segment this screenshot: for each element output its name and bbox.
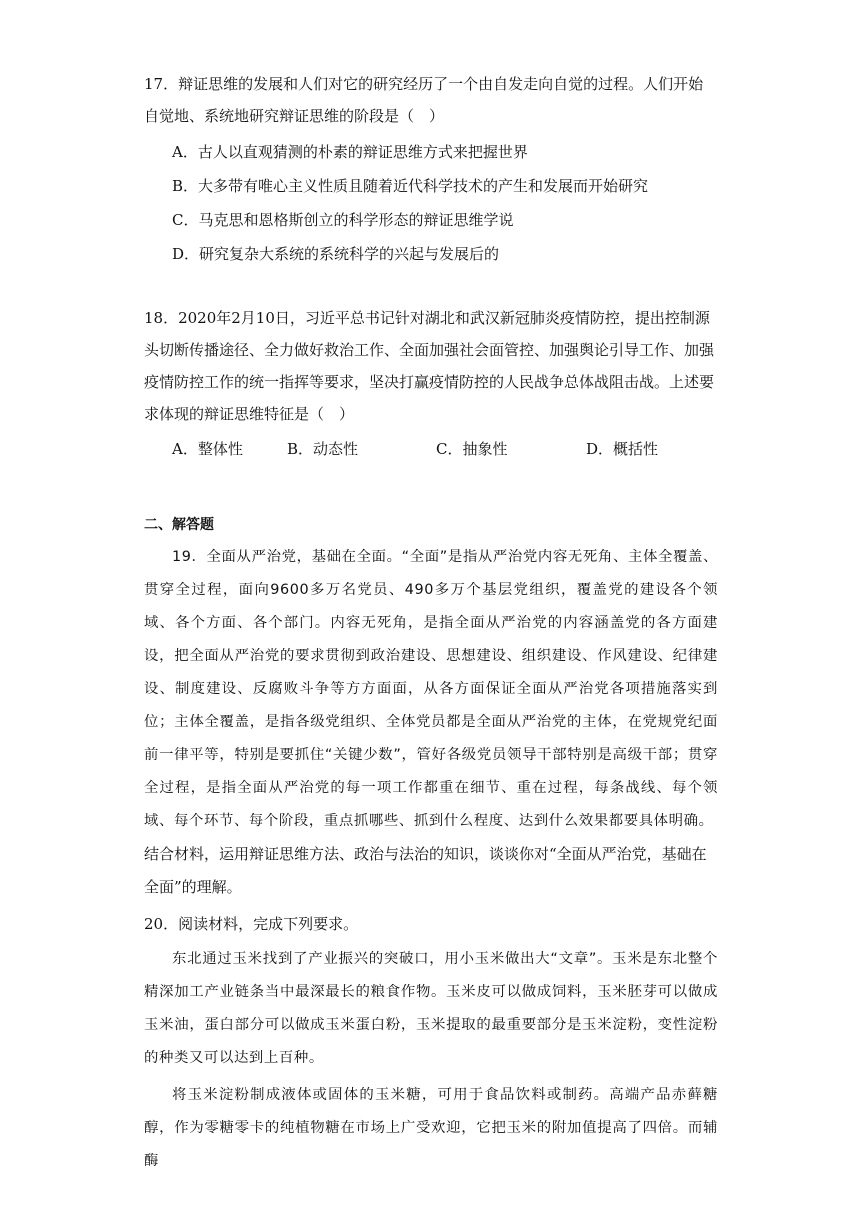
question-19 [144,541,718,904]
question-18-options [144,432,718,466]
question-18-stem: 18．2020年2月10日，习近平总书记针对湖北和武汉新冠肺炎疫情防控，提出控制源头切断传播途径、全力做好救治工作、全面加强社会面管控、加强舆论引导工作、加强疫情防控工作的统一指挥等要求，坚决打赢疫情防控的人民战争总体战阻击战。上述要求体现的辩证思维特征是（ ） [144,309,715,423]
question-20-paragraph-2: 将玉米淀粉制成液体或固体的玉米糖，可用于食品饮料或制药。高端产品赤藓糖醇，作为零糖零卡的纯植物糖在市场上广受欢迎，它把玉米的附加值提高了四倍。而辅酶 [144,1087,718,1169]
question-18 [144,302,718,466]
question-19-material: 19．全面从严治党，基础在全面。“全面”是指从严治党内容无死角、主体全覆盖、贯穿全过程，面向9600多万名党员、490多万个基层党组织，覆盖党的建设各个领域、各个方面、各个部门。内容无死角，是指全面从严治党的内容涵盖党的各方面建设，把全面从严治党的要求贯彻到政治建设、思想建设、组织建设、作风建设、纪律建设、制度建设、反腐败斗争等方方面面，从各方面保证全面从严治党各项措施落实到位；主体全覆盖，是指各级党组织、全体党员都是全面从严治党的主体，在党规党纪面前一律平等，特别是要抓住“关键少数”，管好各级党员领导干部特别是高级干部；贯穿全过程，是指全面从严治党的每一项工作都重在细节、重在过程，每条战线、每个领域、每个环节、每个阶段，重点抓哪些、抓到什么程度、达到什么效果都要具体明确。 [144,549,718,829]
question-18-option-c: C．抽象性 [436,440,508,458]
section-title: 二、解答题 [144,517,214,533]
question-17-option-b: B．大多带有唯心主义性质且随着近代科学技术的产生和发展而开始研究 [172,177,649,195]
question-20-stem: 20．阅读材料，完成下列要求。 [144,915,359,933]
question-20 [144,908,718,1178]
question-18-option-b: B．动态性 [287,440,359,458]
question-20-paragraph-1: 东北通过玉米找到了产业振兴的突破口，用小玉米做出大“文章”。玉米是东北整个精深加工产业链条当中最深最长的粮食作物。玉米皮可以做成饲料，玉米胚芽可以做成玉米油，蛋白部分可以做成玉米蛋白粉，玉米提取的最重要部分是玉米淀粉，变性淀粉的种类又可以达到上百种。 [144,951,718,1066]
question-18-option-d: D．概括性 [586,440,659,458]
question-19-prompt: 结合材料，运用辩证思维方法、政治与法治的知识，谈谈你对“全面从严治党，基础在全面”的理解。 [144,845,707,896]
question-17-option-d: D．研究复杂大系统的系统科学的兴起与发展后的 [172,245,500,263]
question-17-stem: 17．辩证思维的发展和人们对它的研究经历了一个由自发走向自觉的过程。人们开始自觉地、系统地研究辩证思维的阶段是（ ） [144,75,704,125]
question-17-option-a: A．古人以直观猜测的朴素的辩证思维方式来把握世界 [172,143,528,161]
question-18-option-a: A．整体性 [172,440,243,458]
question-17-option-c: C．马克思和恩格斯创立的科学形态的辩证思维学说 [172,211,514,229]
question-17 [144,68,718,271]
